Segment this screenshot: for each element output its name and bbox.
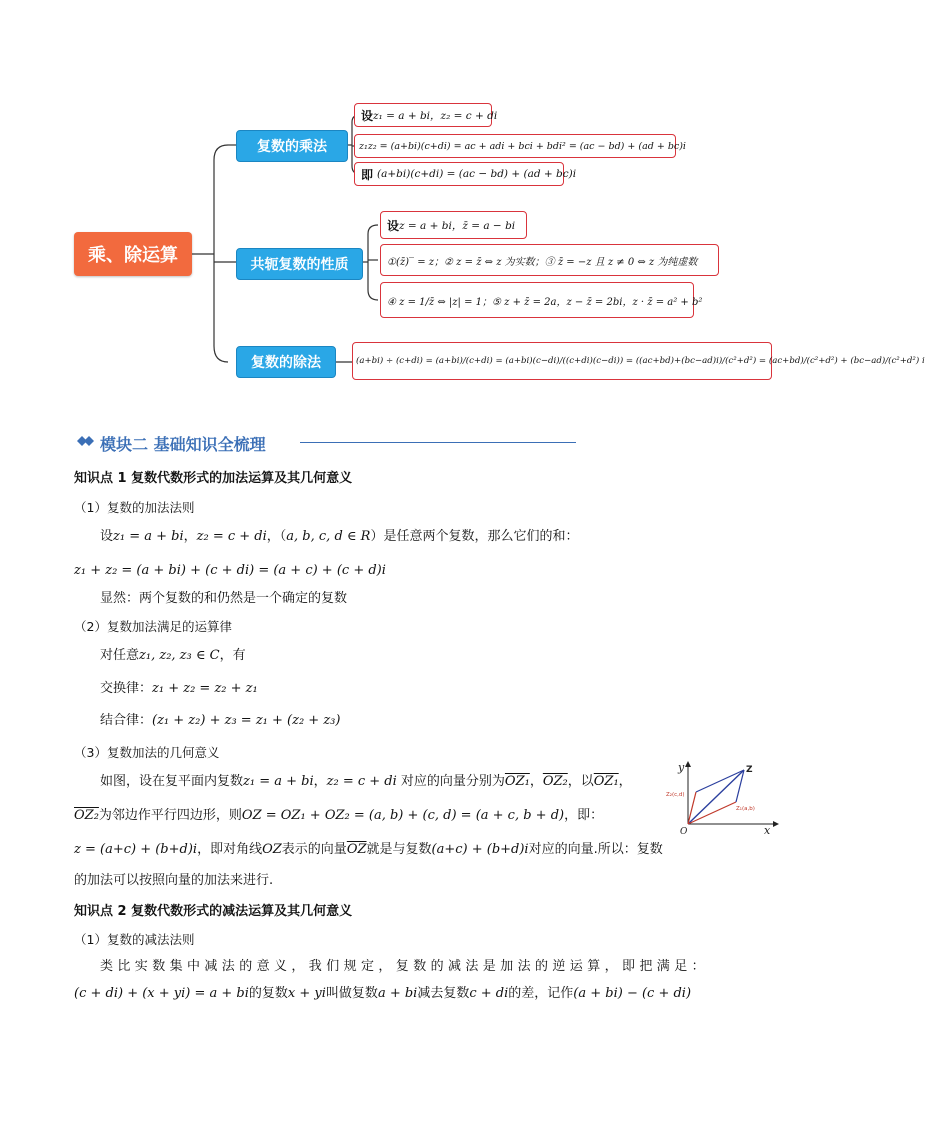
formula: (c + di) + (x + yi) = a + bi [74,986,249,1001]
leaf-formula: (a+bi) ÷ (c+di) = (a+bi)/(c+di) = (a+bi)(c−di)/((c+di)(c−di)) = ((ac+bd)+(bc−ad)i)/(c²+d²) = (ac+bd)/(c²+d²) + (bc−ad)/(c²+d²) i [356,356,925,366]
leaf-conj-props-1 [380,244,719,276]
kp1-addition-formula: z₁ + z₂ = (a + bi) + (c + di) = (a + c) + (c + d)i [74,563,386,578]
mindmap-connectors [0,0,794,400]
kp1-s3-p4: 的加法可以按照向量的加法来进行. [74,873,274,888]
kp2-s1-title: （1）复数的减法法则 [74,932,195,947]
kp1-s1-title: （1）复数的加法法则 [74,500,195,515]
leaf-mult-expand [354,134,686,158]
point-z-label: Z [746,765,753,775]
text: ， [618,774,632,789]
branch-conjugate-properties: 共轭复数的性质 [236,248,363,280]
text: 对应的向量分别为 [396,774,505,789]
leaf-conj-define [380,211,527,239]
point-z1-label: Z₁(a,b) [736,806,755,812]
text: ，即对角线 [197,842,263,857]
leaf-division [352,342,925,380]
vector: OZ₁ [593,774,619,789]
text: 的差，记作 [508,986,574,1001]
parallelogram-figure [666,756,786,838]
text: 如图，设在复平面内复数 [100,774,244,789]
text: 交换律： [100,681,153,696]
module-divider [300,442,576,443]
formula: OZ = OZ₁ + OZ₂ = (a, b) + (c, d) = (a + c, b + d) [241,808,565,823]
y-axis-label: y [678,761,685,774]
formula: z₁ = a + bi [113,529,184,544]
formula: a, b, c, d ∈ R [286,529,371,544]
text: 表示的向量 [281,842,347,857]
text: ，（ [266,529,287,544]
formula: OZ [262,842,282,857]
leaf-formula: z₁ = a + bi，z₂ = c + di [373,109,498,122]
kp1-note: 显然：两个复数的和仍然是一个确定的复数 [100,591,348,606]
double-diamond-icon [76,434,96,448]
text: ， [529,774,543,789]
formula: c + di [469,986,509,1001]
kp2-title: 知识点 2 复数代数形式的减法运算及其几何意义 [74,904,353,919]
text: ， [313,774,327,789]
formula: a + bi [377,986,418,1001]
kp1-s2-title: （2）复数加法满足的运算律 [74,619,232,634]
formula: z₁ = a + bi [243,774,314,789]
leaf-mult-result [354,162,577,186]
formula: (z₁ + z₂) + z₃ = z₁ + (z₂ + z₃) [152,713,341,728]
formula: z₁ + z₂ = z₂ + z₁ [152,681,258,696]
module-title: 模块二 基础知识全梳理 [100,435,266,454]
kp1-s2-line1 [100,647,246,665]
leaf-prefix: 设 [387,218,400,233]
leaf-formula: (a+bi)(c+di) = (ac − bd) + (ad + bc)i [377,168,577,180]
kp1-s1-line1 [100,528,578,546]
x-axis-label: x [764,824,771,837]
vector: $\overline{OZ}$ [346,842,367,857]
text: 对任意 [100,648,140,663]
point-z2-label: Z₂(c,d) [666,792,685,798]
leaf-prefix: 即 [361,167,374,182]
kp2-p1: 类比实数集中减法的意义，我们规定，复数的减法是加法的逆运算，即把满足： [100,959,710,974]
text: ，有 [219,648,246,663]
kp1-associative [100,712,340,730]
formula: x + yi [287,986,326,1001]
kp2-p2 [74,985,691,1003]
formula: z₁, z₂, z₃ ∈ C [139,648,220,663]
kp1-s3-title: （3）复数加法的几何意义 [74,745,220,760]
text: 的复数 [248,986,288,1001]
formula: z₂ = c + di [326,774,397,789]
branch-multiplication: 复数的乘法 [236,130,348,162]
kp1-s3-p3 [74,841,663,859]
leaf-formula: ①(z̄)‾ = z；② z = z̄ ⇔ z 为实数；③ z̄ = −z 且 z ≠ 0 ⇔ z 为纯虚数 [387,256,698,268]
branch-division: 复数的除法 [236,346,336,378]
leaf-formula: z₁z₂ = (a+bi)(c+di) = ac + adi + bci + bdi² = (ac − bd) + (ad + bc)i [359,140,686,152]
mindmap-root: 乘、除运算 [74,232,192,276]
formula: z = (a+c) + (b+d)i [74,842,198,857]
text: ，即： [564,808,604,823]
kp1-s3-p1 [100,773,632,791]
kp1-s3-p2 [74,807,603,825]
text: 为邻边作平行四边形，则 [98,808,242,823]
text: 减去复数 [417,986,470,1001]
formula: (a + bi) − (c + di) [573,986,692,1001]
text: 设 [100,529,114,544]
text: ）是任意两个复数，那么它们的和： [370,529,579,544]
leaf-conj-props-2 [380,282,703,318]
formula: (a+c) + (b+d)i [431,842,529,857]
vector: OZ₂ [74,808,99,823]
formula: z₂ = c + di [196,529,267,544]
leaf-formula: z = a + bi，z̄ = a − bi [399,219,516,232]
leaf-formula: ④ z = 1/z̄ ⇔ |z| = 1；⑤ z + z̄ = 2a，z − z̄ = 2bi，z · z̄ = a² + b² [387,296,703,308]
kp1-commutative [100,680,258,698]
kp1-title: 知识点 1 复数代数形式的加法运算及其几何意义 [74,471,353,486]
text: 就是与复数 [366,842,432,857]
leaf-mult-define [354,103,498,127]
text: 对应的向量.所以：复数 [528,842,663,857]
text: 结合律： [100,713,153,728]
text: 叫做复数 [325,986,378,1001]
vector: OZ₁ [504,774,530,789]
leaf-prefix: 设 [361,108,374,123]
vector: OZ₂ [542,774,568,789]
text: ，以 [567,774,594,789]
origin-label: O [680,827,688,837]
text: ， [183,529,197,544]
